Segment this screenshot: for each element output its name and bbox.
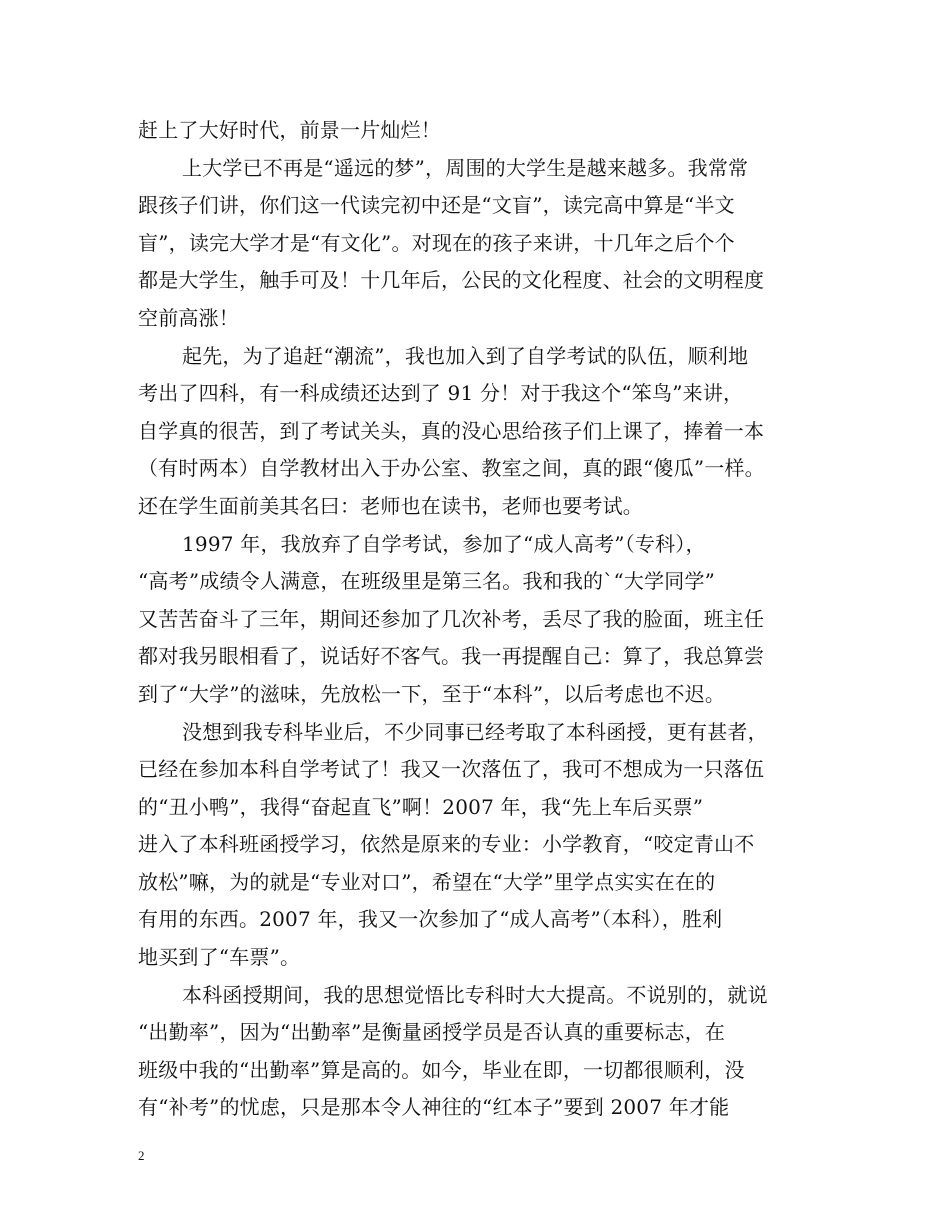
text-line: 都是大学生，触手可及！十几年后，公民的文化程度、社会的文明程度: [138, 268, 765, 293]
text-line: 还在学生面前美其名曰：老师也在读书，老师也要考试。: [138, 493, 643, 518]
text-line: 已经在参加本科自学考试了！我又一次落伍了，我可不想成为一只落伍: [138, 757, 765, 782]
text-line: 的“丑小鸭”，我得“奋起直飞”啊！2007 年，我“先上车后买票”: [138, 794, 704, 819]
text-line: 盲”，读完大学才是“有文化”。对现在的孩子来讲，十几年之后个个: [138, 230, 735, 255]
paragraph-start-line: 上大学已不再是“遥远的梦”，周围的大学生是越来越多。我常常: [182, 155, 749, 180]
text-line: 班级中我的“出勤率”算是高的。如今，毕业在即，一切都很顺利，没: [138, 1057, 745, 1082]
page-number: 2: [138, 1148, 145, 1163]
text-line: 自学真的很苦，到了考试关头，真的没心思给孩子们上课了，捧着一本: [138, 418, 765, 443]
text-line: “出勤率”，因为“出勤率”是衡量函授学员是否认真的重要标志，在: [138, 1020, 726, 1045]
text-line: 有“补考”的忧虑，只是那本令人神往的“红本子”要到 2007 年才能: [138, 1095, 730, 1120]
paragraph-start-line: 1997 年，我放弃了自学考试，参加了“成人高考”（专科），: [182, 531, 706, 556]
text-line: 跟孩子们讲，你们这一代读完初中还是“文盲”，读完高中算是“半文: [138, 193, 735, 218]
paragraph-start-line: 本科函授期间，我的思想觉悟比专科时大大提高。不说别的，就说: [182, 982, 768, 1007]
text-line: 空前高涨！: [138, 305, 239, 330]
text-line: 放松”嘛，为的就是“专业对口”，希望在“大学”里学点实实在在的: [138, 869, 716, 894]
paragraph-start-line: 起先，为了追赶“潮流”，我也加入到了自学考试的队伍，顺利地: [182, 343, 749, 368]
text-line: 到了“大学”的滋味，先放松一下，至于“本科”，以后考虑也不迟。: [138, 681, 726, 706]
text-line: 考出了四科，有一科成绩还达到了 91 分！对于我这个“笨鸟”来讲，: [138, 381, 744, 406]
text-line: 又苦苦奋斗了三年，期间还参加了几次补考，丢尽了我的脸面，班主任: [138, 606, 765, 631]
text-line: “高考”成绩令人满意，在班级里是第三名。我和我的`“大学同学”: [138, 569, 716, 594]
text-line: 地买到了“车票”。: [138, 945, 301, 970]
text-line: 有用的东西。2007 年，我又一次参加了“成人高考”（本科），胜利: [138, 907, 723, 932]
text-line: 赶上了大好时代，前景一片灿烂！: [138, 118, 441, 142]
text-line: （有时两本）自学教材出入于办公室、教室之间，真的跟“傻瓜”一样。: [138, 456, 765, 481]
paragraph-start-line: 没想到我专科毕业后，不少同事已经考取了本科函授，更有甚者，: [182, 719, 768, 744]
text-line: 进入了本科班函授学习，依然是原来的专业：小学教育，“咬定青山不: [138, 832, 755, 857]
text-line: 都对我另眼相看了，说话好不客气。我一再提醒自己：算了，我总算尝: [138, 644, 765, 669]
body-text: [138, 112, 814, 1127]
